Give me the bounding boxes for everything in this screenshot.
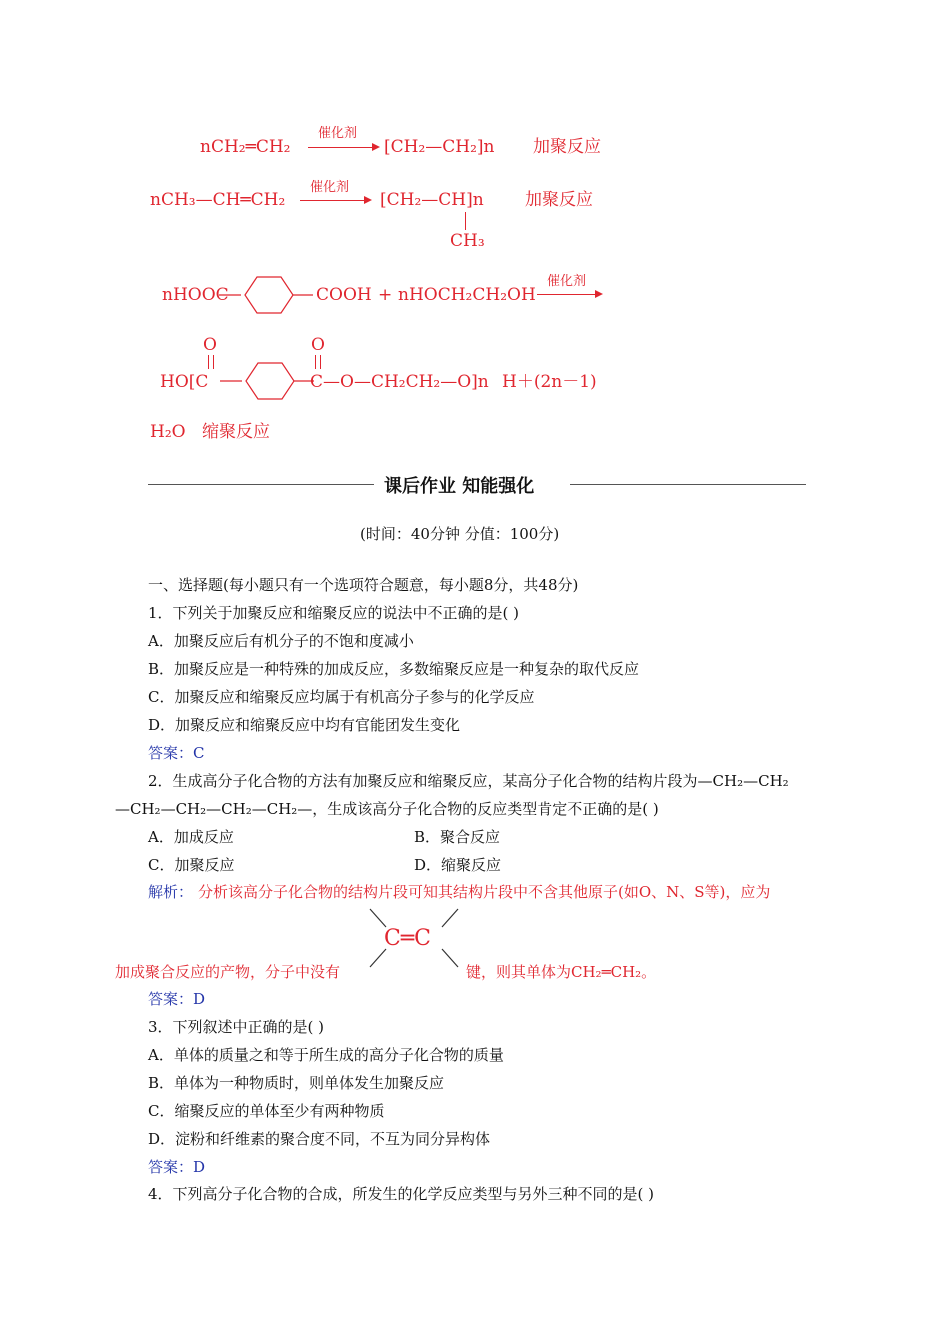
q2-answer: 答案：D (148, 990, 206, 1008)
q2-option-d: D．缩聚反应 (414, 856, 502, 874)
reaction-2-branch-bond (465, 212, 466, 230)
q2-analysis-label: 解析： (148, 883, 194, 901)
reaction-2-branch: CH₃ (450, 231, 485, 251)
reaction-2-type: 加聚反应 (525, 190, 593, 210)
reaction-3-product-left: HO[C (160, 372, 209, 392)
reaction-3-plus: + (378, 285, 393, 305)
q2-option-c: C．加聚反应 (148, 856, 235, 874)
q2-option-a: A．加成反应 (148, 828, 234, 846)
reaction-2-reactant: nCH₃—CH═CH₂ (150, 190, 286, 210)
q1-stem: 1．下列关于加聚反应和缩聚反应的说法中不正确的是( ) (148, 604, 520, 622)
q3-option-c: C．缩聚反应的单体至少有两种物质 (148, 1102, 385, 1120)
section-title: 课后作业 知能强化 (384, 476, 535, 497)
q1-option-a: A．加聚反应后有机分子的不饱和度减小 (148, 632, 414, 650)
reaction-1-product: [CH₂—CH₂]n (384, 137, 495, 157)
q1-option-c: C．加聚反应和缩聚反应均属于有机高分子参与的化学反应 (148, 688, 535, 706)
q1-answer: 答案：C (148, 744, 205, 762)
q1-option-b: B．加聚反应是一种特殊的加成反应，多数缩聚反应是一种复杂的取代反应 (148, 660, 640, 678)
benzene-ring-2 (218, 358, 318, 404)
reaction-2-product: [CH₂—CH]n (380, 190, 484, 210)
reaction-2-catalyst: 催化剂 (310, 180, 350, 195)
q3-option-a: A．单体的质量之和等于所生成的高分子化合物的质量 (148, 1046, 504, 1064)
reaction-3-reactant-a-right: COOH (316, 285, 372, 305)
q1-option-d: D．加聚反应和缩聚反应中均有官能团发生变化 (148, 716, 461, 734)
q2-analysis-line2-left: 加成聚合反应的产物，分子中没有 (115, 963, 341, 981)
reaction-3-catalyst: 催化剂 (547, 274, 587, 289)
divider-left (148, 484, 374, 485)
reaction-3-product-tail: H＋(2n－1) (502, 372, 597, 392)
divider-right (570, 484, 806, 485)
reaction-3-reactant-b: nHOCH₂CH₂OH (398, 285, 536, 305)
q4-stem: 4．下列高分子化合物的合成，所发生的化学反应类型与另外三种不同的是( ) (148, 1185, 655, 1203)
q3-option-b: B．单体为一种物质时，则单体发生加聚反应 (148, 1074, 445, 1092)
reaction-3-arrow-head (595, 290, 603, 298)
reaction-3-byproduct: H₂O (150, 422, 186, 442)
reaction-3-reactant-a-left: nHOOC (162, 285, 229, 305)
reaction-3-product-o2: O (311, 335, 325, 355)
q2-stem-line1: 2．生成高分子化合物的方法有加聚反应和缩聚反应，某高分子化合物的结构片段为—CH₂—CH₂ (148, 772, 789, 790)
q2-option-b: B．聚合反应 (414, 828, 501, 846)
q2-analysis-line1: 分析该高分子化合物的结构片段可知其结构片段中不含其他原子(如O、N、S等)，应为 (198, 883, 771, 901)
double-bond-label: C═C (384, 926, 431, 951)
q2-stem-line2: —CH₂—CH₂—CH₂—CH₂—，生成该高分子化合物的反应类型肯定不正确的是( ) (115, 800, 659, 818)
reaction-3-arrow (537, 294, 597, 295)
reaction-1-type: 加聚反应 (533, 137, 601, 157)
carbonyl-bond-2 (315, 355, 321, 369)
reaction-1-reactant: nCH₂═CH₂ (200, 137, 291, 157)
q3-stem: 3．下列叙述中正确的是( ) (148, 1018, 325, 1036)
q3-answer: 答案：D (148, 1158, 206, 1176)
benzene-ring-1 (215, 272, 315, 318)
part1-heading: 一、选择题(每小题只有一个选项符合题意，每小题8分，共48分) (148, 576, 579, 594)
reaction-1-arrow (308, 147, 374, 148)
reaction-3-product-mid: C—O—CH₂CH₂—O]n (310, 372, 489, 392)
carbonyl-bond-1 (208, 355, 214, 369)
section-meta: (时间：40分钟 分值：100分) (360, 525, 560, 543)
q2-analysis-line2-right: 键，则其单体为CH₂═CH₂。 (466, 963, 657, 981)
reaction-1-arrow-head (372, 143, 380, 151)
reaction-2-arrow (300, 200, 366, 201)
reaction-3-product-o1: O (203, 335, 217, 355)
reaction-2-arrow-head (364, 196, 372, 204)
reaction-3-type: 缩聚反应 (202, 422, 270, 442)
q3-option-d: D．淀粉和纤维素的聚合度不同，不互为同分异构体 (148, 1130, 491, 1148)
reaction-1-catalyst: 催化剂 (318, 126, 358, 141)
